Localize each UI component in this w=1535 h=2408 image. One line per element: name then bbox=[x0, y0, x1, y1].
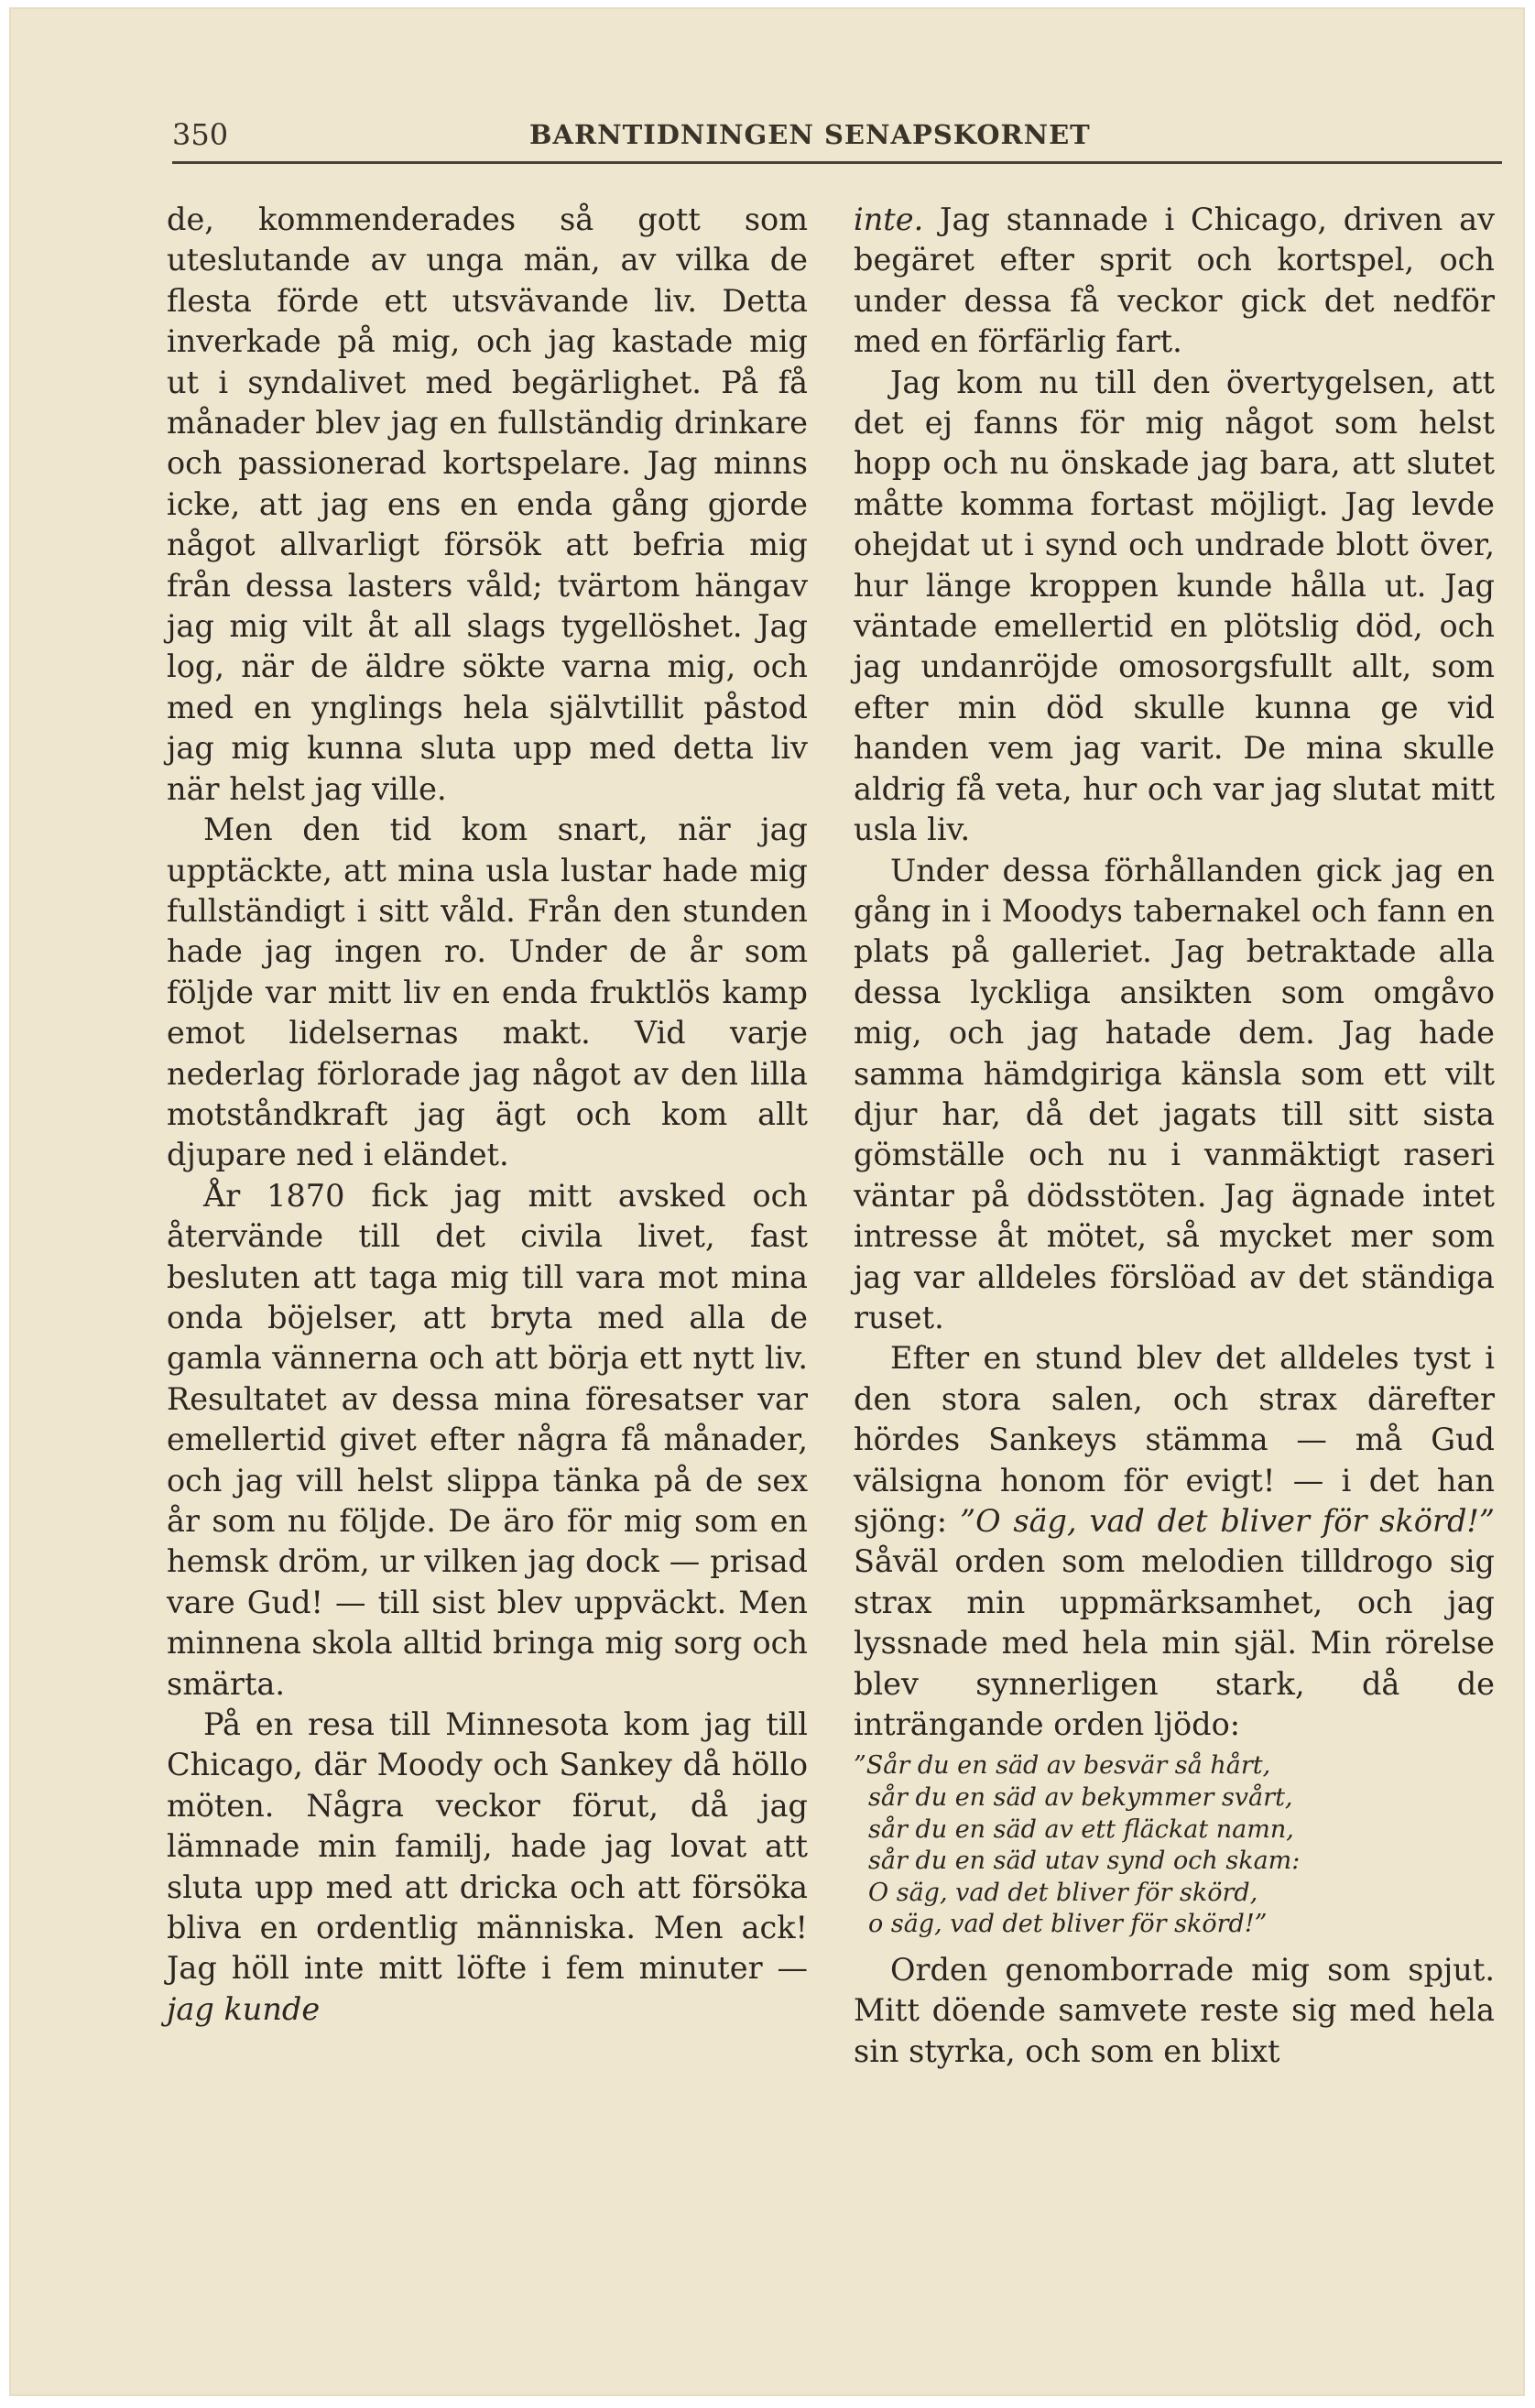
paragraph bbox=[167, 1176, 808, 1705]
poem-line: ”Sår du en säd av besvär så hårt, bbox=[854, 1751, 1271, 1781]
paragraph bbox=[167, 200, 808, 810]
header-rule bbox=[172, 161, 1502, 164]
poem bbox=[854, 1750, 1495, 1941]
paragraph-text: Men den tid kom snart, när jag upptäckte, att mina usla lustar hade mig fullständigt i sitt våld. Från den stunden hade jag ingen ro. Under de år som följde var mitt liv en enda fruktlös kamp emot lidelsernas makt. Vid varje nederlag förlorade jag något av den lilla motståndkraft jag ägt och kom allt djupare ned i eländet. bbox=[167, 812, 808, 1173]
page-header bbox=[172, 110, 1502, 154]
paragraph-text: de, kommenderades så gott som uteslutande av unga män, av vilka de flesta förde ett utsvävande liv. Detta inverkade på mig, och jag kastade mig ut i syndalivet med begärlighet. På få månader blev jag en fullständig drinkare och passionerad kortspelare. Jag minns icke, att jag ens en enda gång gjorde något allvarligt försök att befria mig från dessa lasters våld; tvärtom hängav jag mig vilt åt all slags tygellöshet. Jag log, när de äldre sökte varna mig, och med en ynglings hela självtillit påstod jag mig kunna sluta upp med detta liv när helst jag ville. bbox=[167, 202, 808, 807]
paragraph bbox=[854, 851, 1495, 1339]
poem-line: sår du en säd utav synd och skam: bbox=[868, 1847, 1301, 1876]
running-title: BARNTIDNINGEN SENAPSKORNET bbox=[529, 119, 1091, 150]
paragraph-text: På en resa till Minnesota kom jag till Chicago, där Moody och Sankey då höllo möten. Några veckor förut, då jag lämnade min familj, hade jag lovat att sluta upp med att dricka och att försöka bliva en ordentlig människa. Men ack! Jag höll inte mitt löfte i fem minuter — bbox=[167, 1706, 808, 1987]
paragraph-text: Under dessa förhållanden gick jag en gång in i Moodys tabernakel och fann en plats på galleriet. Jag betraktade alla dessa lyckliga ansikten som omgåvo mig, och jag hatade dem. Jag hade samma hämdgiriga känsla som ett vilt djur har, då det jagats till sitt sista gömställe och nu i vanmäktigt raseri väntar på dödsstöten. Jag ägnade intet intresse åt mötet, så mycket mer som jag var alldeles förslöad av det ständiga ruset. bbox=[854, 852, 1495, 1335]
poem-line: O säg, vad det bliver för skörd, bbox=[868, 1878, 1258, 1907]
paragraph-text: Orden genomborrade mig som spjut. Mitt döende samvete reste sig med hela sin styrka, och som en blixt bbox=[854, 1952, 1495, 2069]
poem-line: sår du en säd av bekymmer svårt, bbox=[868, 1783, 1293, 1813]
right-column-text bbox=[854, 200, 1495, 1745]
paragraph bbox=[854, 200, 1495, 363]
paragraph bbox=[854, 1950, 1495, 2072]
right-column-continuation bbox=[854, 1950, 1495, 2072]
paragraph bbox=[167, 1705, 808, 2030]
paragraph-text: Efter en stund blev det alldeles tyst i den stora salen, och strax därefter hördes Sankeys stämma — må Gud välsigna honom för evigt! — i det han sjöng: bbox=[854, 1340, 1495, 1539]
paragraph-text: Jag kom nu till den övertygelsen, att det ej fanns för mig något som helst hopp och nu önskade jag bara, att slutet måtte komma fortast möjligt. Jag levde ohejdat ut i synd och undrade blott över, hur länge kroppen kunde hålla ut. Jag väntade emellertid en plötslig död, och jag undanröjde omosorgsfullt allt, som efter min död skulle kunna ge vid handen vem jag varit. De mina skulle aldrig få veta, hur och var jag slutat mitt usla liv. bbox=[854, 364, 1495, 848]
poem-line: sår du en säd av ett fläckat namn, bbox=[868, 1814, 1294, 1844]
italic-text: ”O säg, vad det bliver för skörd!” bbox=[959, 1503, 1496, 1539]
page-number: 350 bbox=[172, 117, 229, 152]
poem-line: o säg, vad det bliver för skörd!” bbox=[868, 1910, 1268, 1939]
paragraph-text: Jag stannade i Chicago, driven av begäret efter sprit och kortspel, och under dessa få veckor gick det nedför med en förfärlig fart. bbox=[854, 202, 1495, 360]
right-column bbox=[854, 200, 1495, 2072]
paragraph-text: Såväl orden som melodien tilldrogo sig strax min uppmärksamhet, och jag lyssnade med hela min själ. Min rörelse blev synnerligen stark, då de inträngande orden ljödo: bbox=[854, 1543, 1495, 1743]
italic-text: jag kunde bbox=[167, 1990, 321, 2027]
paragraph bbox=[167, 810, 808, 1176]
paragraph-text: År 1870 fick jag mitt avsked och återvände till det civila livet, fast besluten att taga mig till vara mot mina onda böjelser, att bryta med alla de gamla vännerna och att börja ett nytt liv. Resultatet av dessa mina föresatser var emellertid givet efter några få månader, och jag vill helst slippa tänka på de sex år som nu följde. De äro för mig som en hemsk dröm, ur vilken jag dock — prisad vare Gud! — till sist blev uppväckt. Men minnena skola alltid bringa mig sorg och smärta. bbox=[167, 1177, 808, 1702]
paragraph bbox=[854, 363, 1495, 851]
paragraph bbox=[854, 1338, 1495, 1745]
italic-text: inte. bbox=[854, 202, 924, 237]
left-column bbox=[167, 200, 808, 2030]
